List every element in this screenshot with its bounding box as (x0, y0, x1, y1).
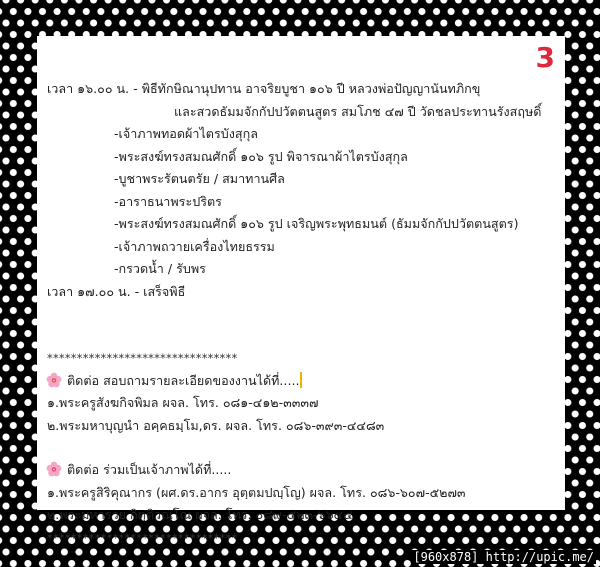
schedule-item: -พระสงฆ์ทรงสมณศักดิ์ ๑๐๖ รูป เจริญพระพุทธมนต์ (ธัมมจักกัปปวัตตนสูตร) (114, 216, 519, 231)
schedule-item: -กรวดน้ำ / รับพร (114, 261, 206, 276)
separator-top: ******************************** (47, 351, 238, 365)
contact-host-entry: ๒.พระมหารวย กิตฺติวณฺโณ ผจล. โทร. ๐๘๙-๕๒๓-๖๖๔๔ (47, 507, 353, 522)
schedule-line-1600: เวลา ๑๖.๐๐ น. - พิธีทักษิณานุปทาน อาจริยบูชา ๑๐๖ ปี หลวงพ่อปัญญานันทภิกขุ (47, 81, 481, 96)
schedule-item: -เจ้าภาพทอดผ้าไตรบังสุกุล (114, 126, 258, 141)
watermark: [960x878] http://upic.me/ (413, 550, 594, 564)
schedule-line-1700: เวลา ๑๗.๐๐ น. - เสร็จพิธี (47, 283, 186, 299)
contact-info-heading-text: ติดต่อ สอบถามรายละเอียดของงานได้ที่..... (67, 372, 300, 388)
schedule-item: -บูชาพระรัตนตรัย / สมาทานศีล (114, 171, 285, 186)
announcement-text (47, 78, 557, 549)
separator-bottom: ******************************** (47, 530, 238, 545)
flower-icon (47, 373, 61, 387)
schedule-item: -เจ้าภาพถวายเครื่องไทยธรรม (114, 238, 275, 254)
flower-icon (47, 462, 61, 476)
announcement-card (37, 36, 565, 545)
contact-host-entry: ๑.พระครูสิริคุณากร (ผศ.ดร.อากร อุตฺตมปญฺโญ) ผจล. โทร. ๐๘๖-๖๐๗-๕๒๗๓ (47, 484, 466, 500)
schedule-line-1600-cont: และสวดธัมมจักกัปปวัตตนสูตร สมโภช ๔๗ ปี วัดชลประทานรังสฤษดิ์ (174, 103, 542, 119)
channel-3-logo: 3 (535, 41, 555, 74)
contact-host-heading-text: ติดต่อ ร่วมเป็นเจ้าภาพได้ที่..... (67, 462, 232, 477)
contact-info-entry: ๒.พระมหาบุญนำ อคฺคธมฺโม,ดร. ผจล. โทร. ๐๘๖-๓๙๓-๔๔๘๓ (47, 417, 385, 433)
contact-host-heading (47, 459, 557, 482)
contact-info-heading (47, 370, 557, 393)
contact-info-entry: ๑.พระครูสังฆกิจพิมล ผจล. โทร. ๐๘๑-๔๑๒-๓๓๓๗ (47, 395, 319, 410)
schedule-item: -อาราธนาพระปริตร (114, 193, 222, 209)
schedule-item: -พระสงฆ์ทรงสมณศักดิ์ ๑๐๖ รูป พิจารณาผ้าไตรบังสุกุล (114, 148, 408, 164)
text-cursor (300, 372, 302, 388)
